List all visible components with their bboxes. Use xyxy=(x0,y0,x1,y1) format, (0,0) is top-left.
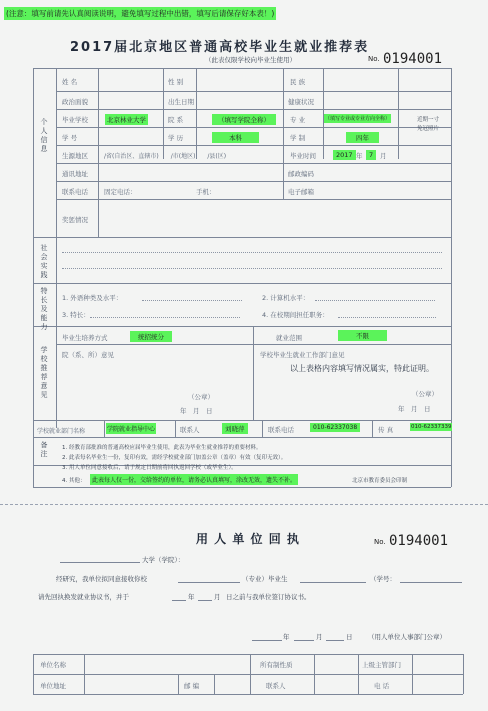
origin-label: 生源地区 xyxy=(62,152,88,160)
notes-section-label: 备注 xyxy=(40,441,48,458)
contact-dept-value: 学院就业指导中心 xyxy=(106,423,156,434)
form-subtitle: （此表仅限学校向毕业生使用） xyxy=(205,56,296,64)
notice-banner: (注意：填写前请先认真阅读说明，避免填写过程中出错，填写后请保存好本表！) xyxy=(6,9,275,18)
receipt-phone-label: 电 话 xyxy=(374,682,390,690)
contact-phone-value: 010-62337038 xyxy=(310,423,360,432)
politics-label: 政治面貌 xyxy=(62,98,88,106)
training-label: 毕业生培养方式 xyxy=(62,334,108,342)
contact-phone-label: 联系电话 xyxy=(268,426,294,434)
receipt-school-suffix: 大学（学院）： xyxy=(142,556,185,564)
contact-dept-label: 学校就业部门名称 xyxy=(37,428,86,435)
grad-year: 2017 xyxy=(333,150,356,160)
specialty-label: 3. 特长： xyxy=(62,311,90,319)
skills-section-label: 特长及能力 xyxy=(40,287,48,331)
major-label: 专 业 xyxy=(290,116,306,124)
grad-month: 7 xyxy=(366,150,376,160)
receipt-date-month: 月 xyxy=(316,633,323,641)
receipt-date-year: 年 xyxy=(283,633,290,641)
receipt-text2b: 年 xyxy=(188,593,195,601)
contact-fax-label: 传 真 xyxy=(378,426,394,434)
college-label: 院 系 xyxy=(168,116,184,124)
form-title: 2017届北京地区普通高校毕业生就业推荐表 xyxy=(70,40,370,55)
unit-address-label: 单位地址 xyxy=(40,682,66,690)
duties-label: 4. 在校期间担任职务： xyxy=(262,311,329,319)
note-1: 1. 经教育部批准的普通高校应届毕业生使用，此表为毕业生就业推荐的重要材料。 xyxy=(62,445,262,451)
note-4-value: 此表每人仅一份，交给签约的单位，请务必认真填写，涂改无效，遗失不补。 xyxy=(90,474,298,485)
birth-label: 出生日期 xyxy=(168,98,194,106)
contact-person-label: 联系人 xyxy=(180,426,200,434)
receipt-text2c: 月 xyxy=(214,593,221,601)
ownership-label: 所有制性质 xyxy=(260,661,293,669)
receipt-title: 用 人 单 位 回 执 xyxy=(196,532,300,546)
email-label: 电子邮箱 xyxy=(288,188,314,196)
receipt-text1b: （专业）毕业生 xyxy=(242,575,288,583)
grad-month-suffix: 月 xyxy=(380,152,387,160)
mobile-label: 手机： xyxy=(196,188,216,196)
photo-label: 近期一寸免冠照片 xyxy=(416,117,439,132)
superior-label: 上级主管部门 xyxy=(362,661,401,669)
college-value: （填写学院全称） xyxy=(212,114,276,125)
receipt-text1c: （学号： xyxy=(370,575,396,583)
home-phone-label: 固定电话： xyxy=(104,188,137,196)
note-3: 3. 用人单位同意接收后，请于规定日期前将回执返回学校（或毕业生）。 xyxy=(62,465,237,471)
major-value: （填写专业或专业方向全称） xyxy=(325,116,391,122)
education-label: 学 历 xyxy=(168,134,184,142)
recommend-section-label: 学校推荐意见 xyxy=(40,346,48,399)
receipt-seal: （用人单位人事部门公章） xyxy=(368,633,446,641)
awards-label: 奖惩情况 xyxy=(62,216,88,224)
school-label: 毕业学校 xyxy=(62,116,88,124)
school-date: 年 月 日 xyxy=(398,405,431,413)
note-4-label: 4. 其他： xyxy=(62,478,86,484)
school-seal: （公章） xyxy=(412,390,438,398)
dept-date: 年 月 日 xyxy=(180,407,213,415)
grad-time-label: 毕业时间 xyxy=(290,152,316,160)
receipt-contact-label: 联系人 xyxy=(266,682,286,690)
issuer: 北京市教育委员会印制 xyxy=(352,478,408,484)
school-value: 北京林业大学 xyxy=(107,116,146,124)
contact-person-value: 刘晓萍 xyxy=(222,423,248,434)
receipt-text1: 经研究，我单位拟同意接收你校 xyxy=(56,575,147,583)
student-id-label: 学 号 xyxy=(62,134,78,142)
gender-label: 性 别 xyxy=(168,78,184,86)
scope-value: 不限 xyxy=(338,330,387,341)
zip-label: 邮 编 xyxy=(184,682,200,690)
training-value: 统招统分 xyxy=(130,331,172,342)
origin-value: /省(自治区、直辖市) /市(地区) /县(区) xyxy=(104,153,227,160)
contact-fax-value: 010-62337339 xyxy=(411,424,452,430)
school-opinion-label: 学校毕业生就业工作部门意见 xyxy=(260,351,345,359)
serial-number: 0194001 xyxy=(383,51,443,67)
dept-opinion-label: 院（系、所）意见 xyxy=(62,351,114,359)
scope-label: 就业范围 xyxy=(276,334,302,342)
receipt-date-day: 日 xyxy=(346,633,353,641)
length-label: 学 制 xyxy=(290,134,306,142)
practice-section-label: 社会实践 xyxy=(40,244,48,279)
phone-label: 联系电话 xyxy=(62,188,88,196)
dept-seal: （公章） xyxy=(188,393,214,401)
name-label: 姓 名 xyxy=(62,78,78,86)
confirm-text: 以上表格内容填写情况属实，特此证明。 xyxy=(290,364,434,373)
ethnicity-label: 民 族 xyxy=(290,78,306,86)
receipt-serial: 0194001 xyxy=(389,533,449,549)
education-value: 本科 xyxy=(212,132,259,143)
personal-section-label: 个人信息 xyxy=(40,118,48,153)
serial-prefix: No. xyxy=(368,55,380,63)
address-label: 通讯地址 xyxy=(62,170,88,178)
receipt-text2: 请先回执换发就业协议书，并于 xyxy=(38,593,129,601)
receipt-serial-prefix: No. xyxy=(374,538,386,546)
note-2: 2. 此表每名毕业生一份，复印有效，需经学校就业部门加盖公章（盖章）有效（复印无效）。 xyxy=(62,455,287,461)
health-label: 健康状况 xyxy=(288,98,314,106)
computer-label: 2. 计算机水平： xyxy=(262,294,310,302)
foreign-lang-label: 1. 外语种类及水平： xyxy=(62,294,123,302)
length-value: 四年 xyxy=(346,132,379,143)
receipt-text2d: 日之前与我单位签订协议书。 xyxy=(226,593,311,601)
postcode-label: 邮政编码 xyxy=(288,170,314,178)
grad-year-suffix: 年 xyxy=(356,152,363,160)
unit-name-label: 单位名称 xyxy=(40,661,66,669)
